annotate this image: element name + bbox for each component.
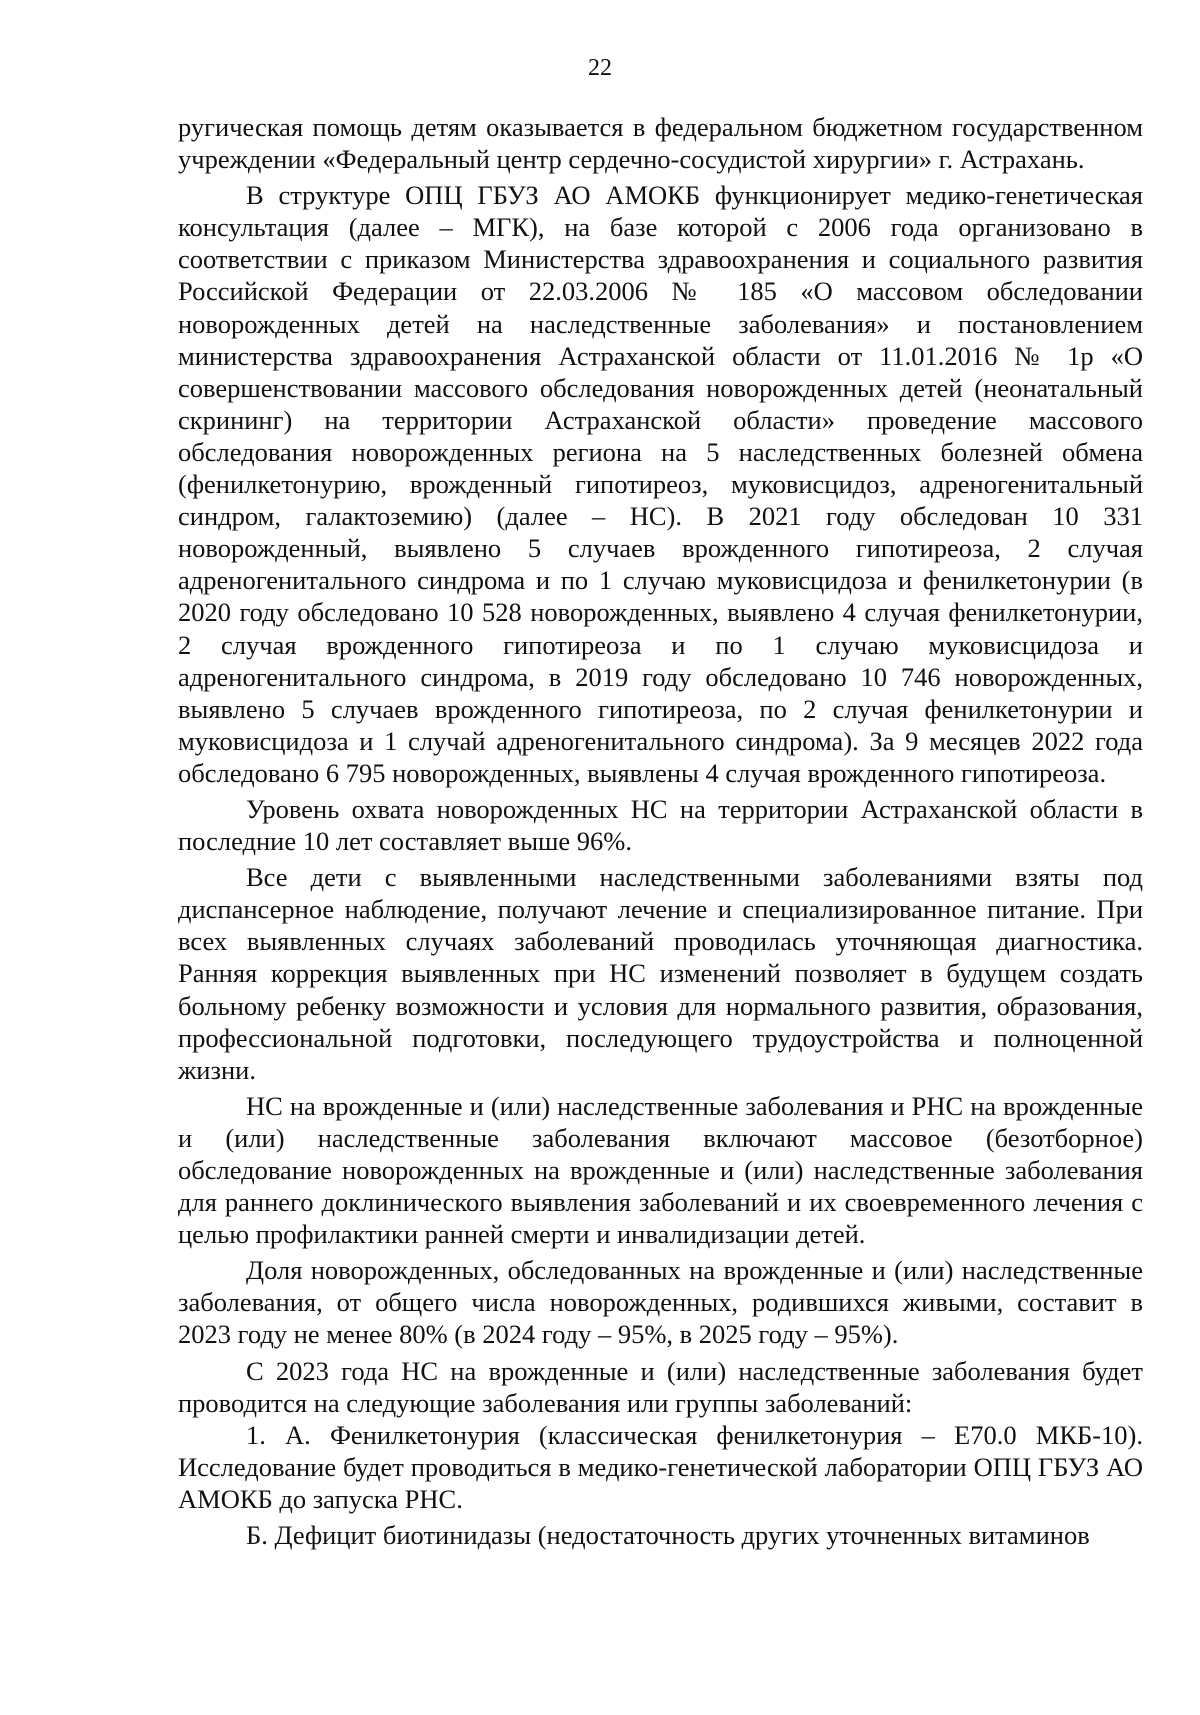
- list-item-biotinidase: Б. Дефицит биотинидазы (недостаточность других уточненных витаминов: [246, 1520, 1090, 1551]
- paragraph-2023-list-intro: С 2023 года НС на врожденные и (или) наследственные заболевания будет проводится на следующие заболевания или группы заболеваний:: [178, 1355, 1143, 1418]
- list-item-phenylketonuria: 1. А. Фенилкетонурия (классическая фенилкетонурия – Е70.0 МКБ-10). Исследование будет проводиться в медико-генетической лаборатории ОПЦ ГБУЗ АО АМОКБ до запуска РНС.: [178, 1419, 1143, 1514]
- paragraph-share: Доля новорожденных, обследованных на врожденные и (или) наследственные заболевания, от общего числа новорожденных, родившихся живыми, составит в 2023 году не менее 80% (в 2024 году – 95%, в 2025 году – 95%).: [178, 1255, 1143, 1350]
- paragraph-dispensary: Все дети с выявленными наследственными заболеваниями взяты под диспансерное наблюдение, получают лечение и специализированное питание. При всех выявленных случаях заболеваний проводилась уточняющая диагностика. Ранняя коррекция выявленных при НС изменений позволяет в будущем создать больному ребенку возможности и условия для нормального развития, образования, профессиональной подготовки, последующего трудоустройства и полноценной жизни.: [178, 862, 1143, 1085]
- document-body: [178, 111, 1143, 1551]
- paragraph-mgk-screening: В структуре ОПЦ ГБУЗ АО АМОКБ функционирует медико-генетическая консультация (далее – МГК), на базе которой с 2006 года организовано в соответствии с приказом Министерства здравоохранения и социального развития Российской Федерации от 22.03.2006 № 185 «О массовом обследовании новорожденных детей на наследственные заболевания» и постановлением министерства здравоохранения Астраханской области от 11.01.2016 № 1р «О совершенствовании массового обследования новорожденных детей (неонатальный скрининг) на территории Астраханской области» проведение массового обследования новорожденных региона на 5 наследственных болезней обмена (фенилкетонурию, врожденный гипотиреоз, муковисцидоз, адреногенитальный синдром, галактоземию) (далее – НС). В 2021 году обследован 10 331 новорожденный, выявлено 5 случаев врожденного гипотиреоза, 2 случая адреногенитального синдрома и по 1 случаю муковисцидоза и фенилкетонурии (в 2020 году обследовано 10 528 новорожденных, выявлено 4 случая фенилкетонурии, 2 случая врожденного гипотиреоза и по 1 случаю муковисцидоза и адреногенитального синдрома, в 2019 году обследовано 10 746 новорожденных, выявлено 5 случаев врожденного гипотиреоза, по 2 случая фенилкетонурии и муковисцидоза и 1 случай адреногенитального синдрома). За 9 месяцев 2022 года обследовано 6 795 новорожденных, выявлены 4 случая врожденного гипотиреоза.: [178, 180, 1143, 788]
- paragraph-ns-rns: НС на врожденные и (или) наследственные заболевания и РНС на врожденные и (или) наследственные заболевания включают массовое (безотборное) обследование новорожденных на врожденные и (или) наследственные заболевания для раннего доклинического выявления заболеваний и их своевременного лечения с целью профилактики ранней смерти и инвалидизации детей.: [178, 1090, 1143, 1250]
- paragraph-continuation: ругическая помощь детям оказывается в федеральном бюджетном государственном учреждении «Федеральный центр сердечно-сосудистой хирургии» г. Астрахань.: [178, 112, 1143, 175]
- page-number: 22: [588, 55, 612, 81]
- paragraph-coverage: Уровень охвата новорожденных НС на территории Астраханской области в последние 10 лет составляет выше 96%.: [178, 793, 1143, 857]
